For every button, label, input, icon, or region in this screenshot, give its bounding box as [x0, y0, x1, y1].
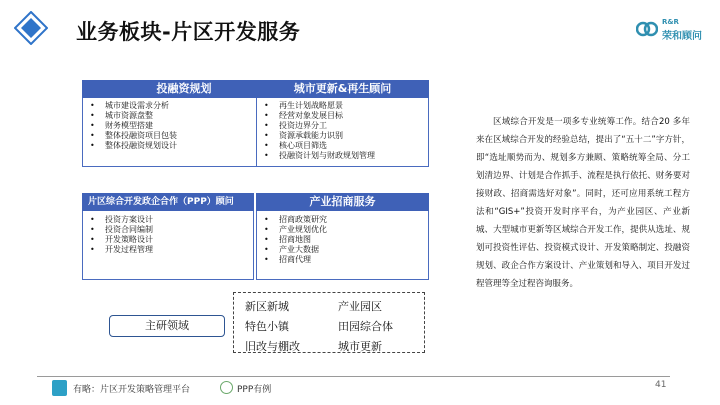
list-item: • 投资边界分工 — [261, 121, 424, 131]
ppp-advisory-header: 片区综合开发政企合作（PPP）顾问 — [82, 193, 254, 211]
footer-platform-text: 有略：片区开发策略管理平台 — [73, 385, 191, 395]
list-item: • 投融资计划与财政规划管理 — [261, 151, 424, 161]
brand-mark-icon — [636, 19, 658, 39]
ppp-logo-icon — [220, 381, 233, 394]
focus-area-item: 城市更新 — [338, 340, 382, 353]
industry-investment-box — [256, 193, 429, 280]
urban-renewal-box — [256, 80, 429, 167]
list-item: • 城市建设需求分析 — [87, 101, 281, 111]
list-item: • 资源承载能力识别 — [261, 131, 424, 141]
urban-renewal-list — [261, 101, 424, 161]
list-item: • 开发策略设计 — [87, 235, 249, 245]
list-item: • 投资方案设计 — [87, 215, 249, 225]
page-number: 41 — [655, 380, 667, 390]
invest-plan-header: 投融资规划 — [82, 80, 286, 98]
focus-area-item: 产业园区 — [338, 300, 382, 313]
list-item: • 产业大数据 — [261, 245, 424, 255]
list-item: • 投资合同编制 — [87, 225, 249, 235]
list-item: • 整体投融资项目包装 — [87, 131, 281, 141]
focus-area-item: 旧改与棚改 — [245, 340, 300, 353]
focus-areas-button[interactable]: 主研领域 — [109, 315, 225, 337]
focus-area-item: 新区新城 — [245, 300, 289, 313]
industry-investment-header: 产业招商服务 — [256, 193, 429, 211]
diamond-logo-icon — [14, 11, 48, 45]
focus-area-item: 田园综合体 — [338, 320, 393, 333]
urban-renewal-header: 城市更新&再生顾问 — [256, 80, 429, 98]
ppp-advisory-box — [82, 193, 254, 280]
list-item: • 招商政策研究 — [261, 215, 424, 225]
description-paragraph: 区域综合开发是一项多专业统筹工作。结合20 多年来在区域综合开发的经验总结，提出了“五十二”字方针，即“选址顺势而为、规划多方兼顾、策略统筹全局、分工划清边界、计划是合作抓手、流程是执行依托、财务要对接财政、招商需选好对象”。同时，还可应用系统工程方法和“GIS+”投资开发时序平台，为产业园区、产业新城、大型城市更新等区域综合开发工作，提供从选址、规划可投资性评估、投资模式设计、开发策略制定、投融资规划、政企合作方案设计、产业策划和导入、项目开发过程管理等全过程咨询服务。 — [476, 117, 690, 289]
footer-ppp-text: PPP有例 — [237, 385, 272, 395]
brand-small-text: R&R — [662, 18, 679, 26]
ppp-advisory-list — [87, 215, 249, 255]
brand-name: 荣和顾问 — [662, 31, 702, 42]
list-item: • 再生计划战略愿景 — [261, 101, 424, 111]
list-item: • 招商代理 — [261, 255, 424, 265]
focus-area-item: 特色小镇 — [245, 320, 289, 333]
platform-logo-icon — [52, 380, 67, 396]
invest-plan-list — [87, 101, 281, 151]
list-item: • 财务模型搭建 — [87, 121, 281, 131]
focus-areas-grid — [233, 292, 425, 353]
list-item: • 产业规划优化 — [261, 225, 424, 235]
list-item: • 开发过程管理 — [87, 245, 249, 255]
industry-investment-list — [261, 215, 424, 265]
list-item: • 招商地图 — [261, 235, 424, 245]
page-title: 业务板块-片区开发服务 — [76, 20, 301, 44]
list-item: • 核心项目筛选 — [261, 141, 424, 151]
footer-divider — [37, 376, 670, 377]
brand-logo — [636, 18, 712, 40]
list-item: • 整体投融资规划设计 — [87, 141, 281, 151]
list-item: • 经营对象发展目标 — [261, 111, 424, 121]
list-item: • 城市资源盘整 — [87, 111, 281, 121]
